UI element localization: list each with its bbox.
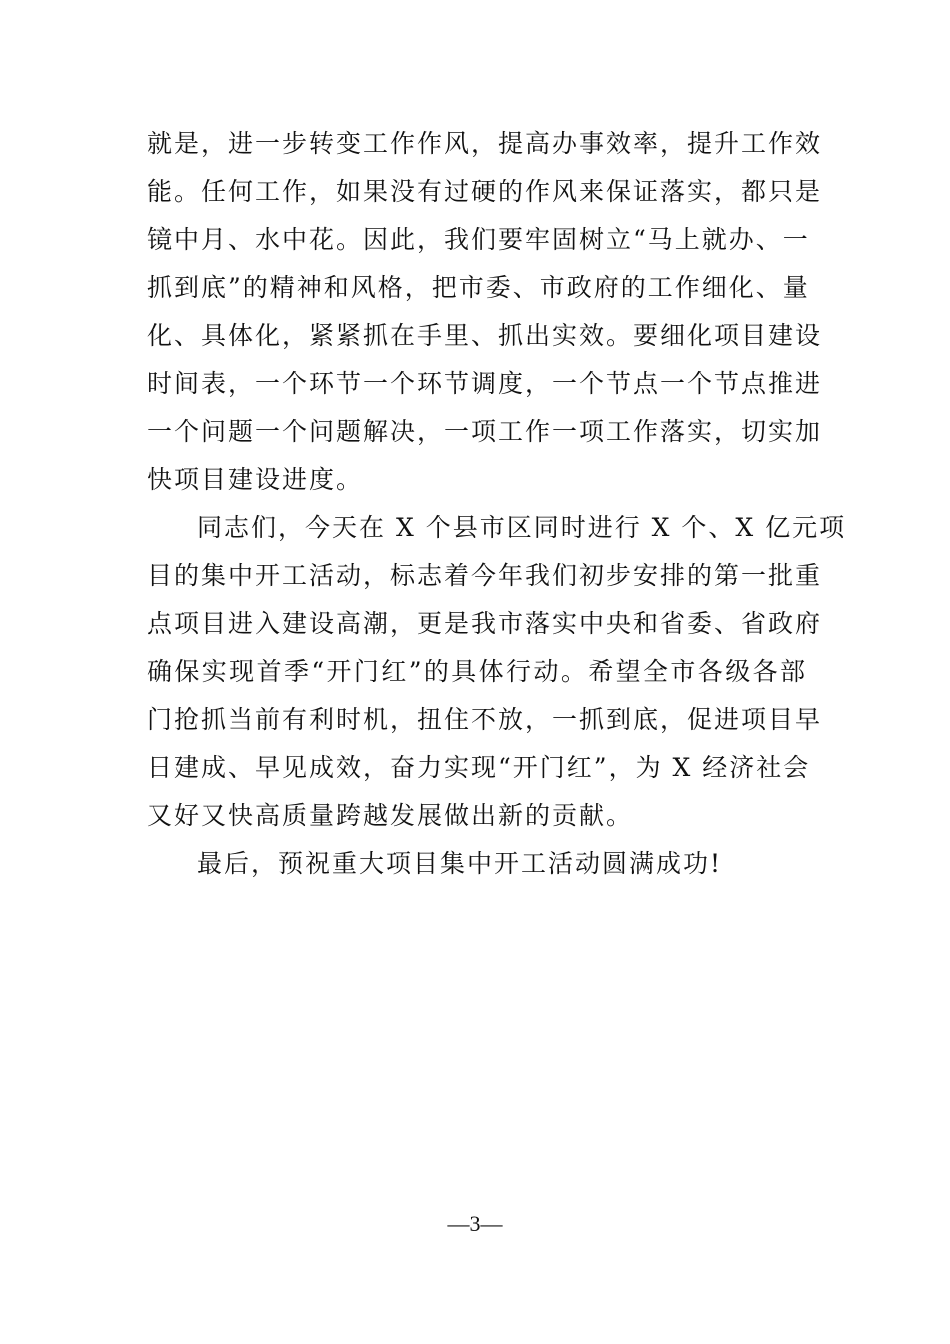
text-line: 目的集中开工活动，标志着今年我们初步安排的第一批重 [147,561,823,590]
text-line: 抓到底”的精神和风格，把市委、市政府的工作细化、量 [147,273,810,302]
text-line: 时间表，一个环节一个环节调度，一个节点一个节点推进 [147,369,823,398]
document-body [147,120,847,888]
text-line: 又好又快高质量跨越发展做出新的贡献。 [147,801,634,830]
text-line: 日建成、早见成效，奋力实现“开门红”，为 X 经济社会 [147,753,811,782]
text-line: 就是，进一步转变工作作风，提高办事效率，提升工作效 [147,129,823,158]
text-line: 能。任何工作，如果没有过硬的作风来保证落实，都只是 [147,177,823,206]
text-line: 化、具体化，紧紧抓在手里、抓出实效。要细化项目建设 [147,321,823,350]
text-line: 镜中月、水中花。因此，我们要牢固树立“马上就办、一 [147,225,810,254]
text-line: 快项目建设进度。 [147,465,364,494]
page-number: —3— [447,1211,503,1236]
text-line: 点项目进入建设高潮，更是我市落实中央和省委、省政府 [147,609,823,638]
text-line: 确保实现首季“开门红”的具体行动。希望全市各级各部 [147,657,807,686]
text-line: 一个问题一个问题解决，一项工作一项工作落实，切实加 [147,417,823,446]
text-line: 最后，预祝重大项目集中开工活动圆满成功! [197,849,723,878]
text-line: 同志们，今天在 X 个县市区同时进行 X 个、X 亿元项 [197,513,847,542]
text-line: 门抢抓当前有利时机，扭住不放，一抓到底，促进项目早 [147,705,823,734]
